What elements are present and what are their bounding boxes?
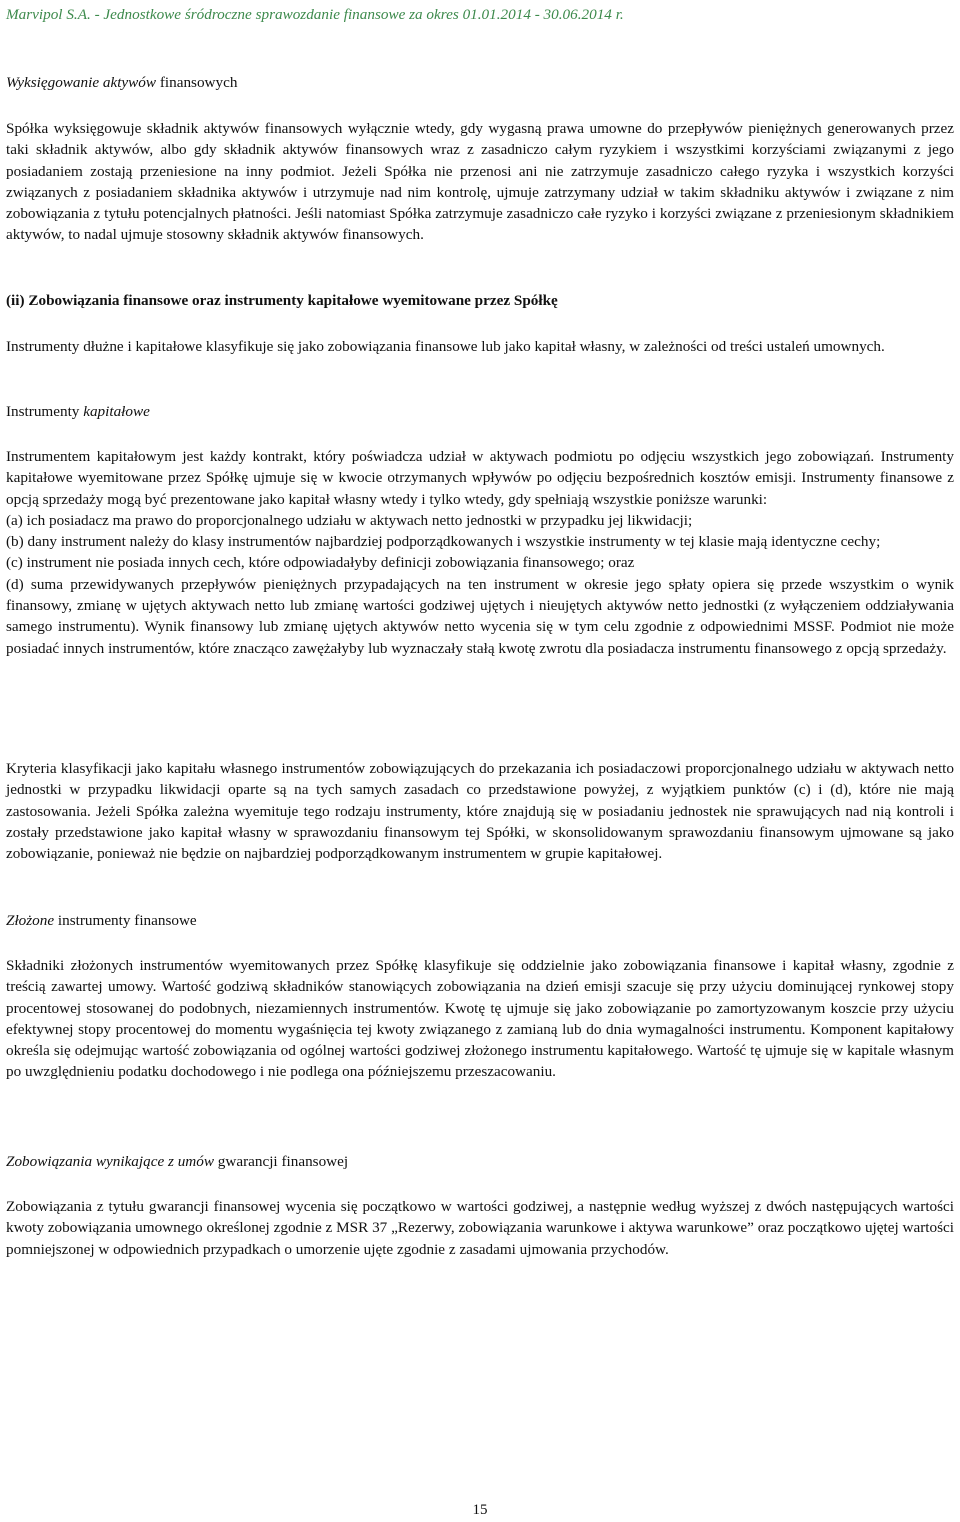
condition-item: (c) instrument nie posiada innych cech, które odpowiadałyby definicji zobowiązania finansowego; oraz <box>6 554 635 572</box>
heading-italic-part: Złożone <box>6 912 55 929</box>
paragraph-guarantees: Zobowiązania z tytułu gwarancji finansowej wycenia się początkowo w wartości godziwej, a następnie według wyższej z dwóch następujących wartości kwoty zobowiązania umownego określonej zgodnie z MSR 37 „Rezerwy, zobowiązania warunkowe i aktywa warunkowe” oraz początkowo ujętej wartości pomniejszonej w odpowiednich przypadkach o umorzenie ujęte zgodnie z zasadami ujmowania przychodów. <box>6 1198 954 1258</box>
heading-italic-part: Zobowiązania wynikające z umów <box>6 1153 214 1170</box>
paragraph-derecognition: Spółka wyksięgowuje składnik aktywów finansowych wyłącznie wtedy, gdy wygasną prawa umowne do przepływów pieniężnych generowanych przez taki składnik aktywów, albo gdy składnik aktywów finansowych wraz z zasadniczo całym ryzykiem i wszystkimi korzyściami związanymi z jego posiadaniem zostają przeniesione na inny podmiot. Jeżeli Spółka nie przenosi ani nie zatrzymuje zasadniczo całego ryzyka i wszystkich korzyści związanych z posiadaniem składnika aktywów i utrzymuje nad nim kontrolę, ujmuje zatrzymany udział w takim składniku aktywów i związane z nim zobowiązania z tytułu potencjalnych płatności. Jeśli natomiast Spółka zatrzymuje zasadniczo całe ryzyko i korzyści związane z przeniesionym składnikiem aktywów, to nadal ujmuje stosowny składnik aktywów finansowych. <box>6 120 954 244</box>
equity-instruments-block <box>6 446 954 659</box>
heading-rest-part: finansowych <box>156 74 238 91</box>
paragraph-equity-criteria: Kryteria klasyfikacji jako kapitału własnego instrumentów zobowiązujących do przekazania ich posiadaczowi proporcjonalnego udziału w aktywach netto jednostki w przypadku likwidacji oparte są na tych samych zasadach co przedstawione powyżej, z wyjątkiem punktów (c) i (d), które nie mają zastosowania. Jeżeli Spółka zależna wyemituje tego rodzaju instrumenty, które znajdują się w posiadaniu jednostek nie sprawujących nad nią kontroli i zostały przedstawione jako kapitał własny w sprawozdaniu finansowym tej Spółki, w skonsolidowanym sprawozdaniu finansowym ujmowane są jako zobowiązanie, ponieważ nie będzie on najbardziej podporządkowanym instrumentem w grupie kapitałowej. <box>6 760 954 863</box>
paragraph-equity-intro: Instrumentem kapitałowym jest każdy kontrakt, który poświadcza udział w aktywach podmiotu po odjęciu wszystkich jego zobowiązań. Instrumenty kapitałowe wyemitowane przez Spółkę ujmuje się w kwocie otrzymanych wpływów po odjęciu bezpośrednich kosztów emisji. Instrumenty finansowe z opcją sprzedaży mogą być prezentowane jako kapitał własny wtedy i tylko wtedy, gdy spełniają wszystkie poniższe warunki: <box>6 448 954 508</box>
condition-item: (d) suma przewidywanych przepływów pieniężnych przypadających na ten instrument w okresie jego spłaty opiera się przede wszystkim o wynik finansowy, zmianę w ujętych aktywach netto lub zmianę wartości godziwej ujętych i nieujętych aktywów netto jednostki (z wyłączeniem oddziaływania samego instrumentu). Wynik finansowy lub zmianę ujętych aktywów netto wycenia się w tym celu zgodnie z odpowiednimi MSSF. Podmiot nie może posiadać innych instrumentów, które znacząco zawężałyby lub wyznaczały stałą kwotę zwrotu dla posiadacza instrumentu finansowego z opcją sprzedaży. <box>6 575 954 657</box>
heading-rest-part: Instrumenty <box>6 403 84 420</box>
paragraph-compound: Składniki złożonych instrumentów wyemitowanych przez Spółkę klasyfikuje się oddzielnie jako zobowiązania finansowe i kapitał własny, zgodnie z treścią zawartej umowy. Wartość godziwą składników stanowiących zobowiązania na dzień emisji szacuje się przy użyciu dominującej rynkowej stopy procentowej stosowanej do podobnych, niezamiennych instrumentów. Kwotę tę ujmuje się jako zobowiązanie po zamortyzowanym koszcie przy użyciu efektywnej stopy procentowej do momentu wygaśnięcia tej kwoty związanego z zamianą lub do dnia wymagalności instrumentu. Komponent kapitałowy określa się odejmując wartość zobowiązania od ogólnej wartości godziwej złożonego instrumentu kapitałowego. Wartość tę ujmuje się w kapitale własnym po uwzględnieniu podatku dochodowego i nie podlega ona późniejszemu przeszacowaniu. <box>6 957 954 1081</box>
section-heading-equity-instruments <box>6 403 150 421</box>
document-header: Marvipol S.A. - Jednostkowe śródroczne sprawozdanie finansowe za okres 01.01.2014 - 30.06.2014 r. <box>6 6 624 23</box>
paragraph-liabilities: Instrumenty dłużne i kapitałowe klasyfikuje się jako zobowiązania finansowe lub jako kapitał własny, w zależności od treści ustaleń umownych. <box>6 338 885 355</box>
section-heading-liabilities: (ii) Zobowiązania finansowe oraz instrumenty kapitałowe wyemitowane przez Spółkę <box>6 292 558 309</box>
condition-item: (a) ich posiadacz ma prawo do proporcjonalnego udziału w aktywach netto jednostki w przypadku jej likwidacji; <box>6 511 693 529</box>
heading-rest-part: instrumenty finansowe <box>54 912 197 929</box>
section-heading-guarantees <box>6 1153 348 1171</box>
heading-italic-part: kapitałowe <box>83 403 150 420</box>
condition-item: (b) dany instrument należy do klasy instrumentów najbardziej podporządkowanych i wszystkie instrumenty w tej klasie mają identyczne cechy; <box>6 533 881 551</box>
page-number: 15 <box>472 1502 488 1518</box>
heading-italic-part: Wyksięgowanie aktywów <box>6 74 157 91</box>
section-heading-compound <box>6 912 197 930</box>
section-heading-derecognition <box>6 74 237 92</box>
heading-rest-part: gwarancji finansowej <box>213 1153 349 1170</box>
